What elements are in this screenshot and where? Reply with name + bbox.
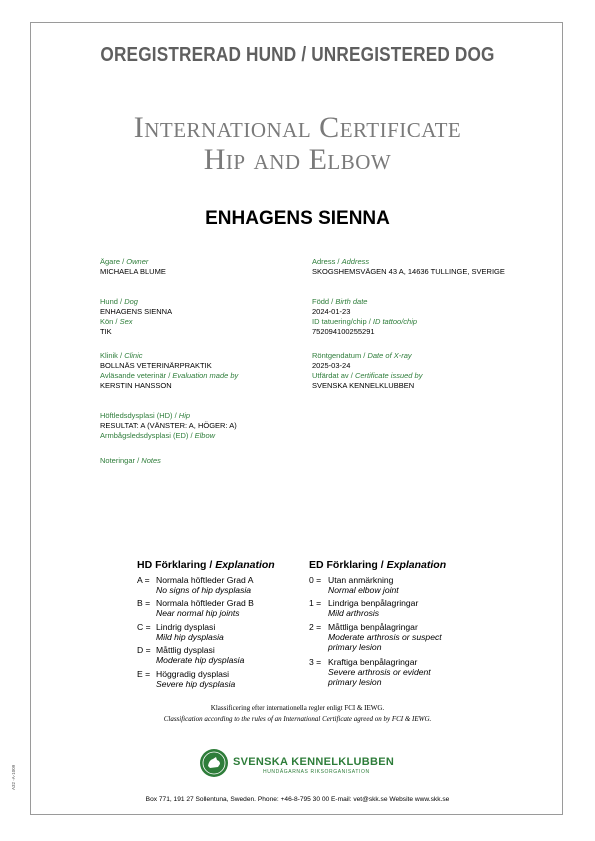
ed-explanation-list: 0 = Utan anmärkning Normal elbow joint 1 = Lindriga benpålagringar Mild arthrosis 2 = Måttliga benpålagringar Moderate arthrosis or suspect primary lesion 3 = Kraftiga benpålagringar Severe arthrosis or evident primary lesion — [309, 575, 442, 687]
xray-value: 2025-03-24 — [312, 361, 351, 370]
dog-block — [100, 297, 172, 337]
certificate-title-line2: Hip and Elbow — [203, 143, 392, 176]
address-value: SKOGSHEMSVÄGEN 43 A, 14636 TULLINGE, SVERIGE — [312, 267, 505, 276]
classification-sv: Klassificering efter internationella regler enligt FCI & IEWG. — [210, 704, 385, 712]
address-label: Adress / Address — [312, 257, 370, 266]
dog-label: Hund / Dog — [100, 297, 138, 306]
dog-value: ENHAGENS SIENNA — [100, 307, 173, 316]
skk-logo-subtitle: HUNDÄGARNAS RIKSORGANISATION — [263, 769, 370, 775]
ed-explanation-heading: ED Förklaring / Explanation — [309, 559, 447, 571]
certificate-title-line1: International Certificate — [133, 111, 462, 144]
hd-value: RESULTAT: A (VÄNSTER: A, HÖGER: A) — [100, 421, 237, 430]
birth-block — [312, 297, 417, 337]
notes-block — [100, 456, 161, 466]
vet-label: Avläsande veterinär / Evaluation made by — [100, 371, 239, 380]
clinic-label: Klinik / Clinic — [100, 351, 143, 360]
classification-en: Classification according to the rules of an International Certificate agreed on by FCI & IEWG. — [163, 715, 432, 723]
owner-value: MICHAELA BLUME — [100, 267, 166, 276]
owner-label: Ägare / Owner — [100, 257, 149, 266]
hip-elbow-block — [100, 411, 237, 441]
clinic-block — [100, 351, 238, 391]
unregistered-heading: OREGISTRERAD HUND / UNREGISTERED DOG — [100, 44, 495, 66]
footer-contact: Box 771, 191 27 Sollentuna, Sweden. Phone: +46-8-795 30 00 E-mail: vet@skk.se Website www.skk.se — [145, 796, 450, 803]
owner-block — [100, 257, 166, 277]
hd-explanation-list: A = Normala höftleder Grad A No signs of hip dysplasia B = Normala höftleder Grad B Near normal hip joints C = Lindrig dysplasi Mild hip dysplasia D = Måttlig dysplasi Moderate hip dysplasia E = Höggradig dysplasi Severe hip dysplasia — [137, 575, 254, 689]
vet-value: KERSTIN HANSSON — [100, 381, 172, 390]
id-label: ID tatuering/chip / ID tattoo/chip — [312, 317, 418, 326]
issued-label: Utfärdat av / Certificate issued by — [312, 371, 423, 380]
xray-block — [312, 351, 422, 391]
id-value: 752094100255291 — [312, 327, 375, 336]
clinic-value: BOLLNÄS VETERINÄRPRAKTIK — [100, 361, 212, 370]
side-form-code: A32 -A-1009 — [11, 764, 16, 790]
sex-label: Kön / Sex — [100, 317, 133, 326]
skk-logo-emblem — [199, 748, 229, 783]
issued-value: SVENSKA KENNELKLUBBEN — [312, 381, 415, 390]
birth-value: 2024-01-23 — [312, 307, 351, 316]
hd-label: Höftledsdysplasi (HD) / Hip — [100, 411, 191, 420]
skk-logo-name: SVENSKA KENNELKLUBBEN — [233, 756, 395, 768]
hd-explanation-heading: HD Förklaring / Explanation — [137, 559, 275, 571]
xray-label: Röntgendatum / Date of X-ray — [312, 351, 412, 360]
address-block — [312, 257, 505, 277]
notes-label: Noteringar / Notes — [100, 456, 161, 465]
dog-name-title: ENHAGENS SIENNA — [205, 208, 390, 229]
sex-value: TIK — [100, 327, 112, 336]
birth-label: Född / Birth date — [312, 297, 368, 306]
ed-label: Armbågsledsdysplasi (ED) / Elbow — [100, 431, 216, 440]
